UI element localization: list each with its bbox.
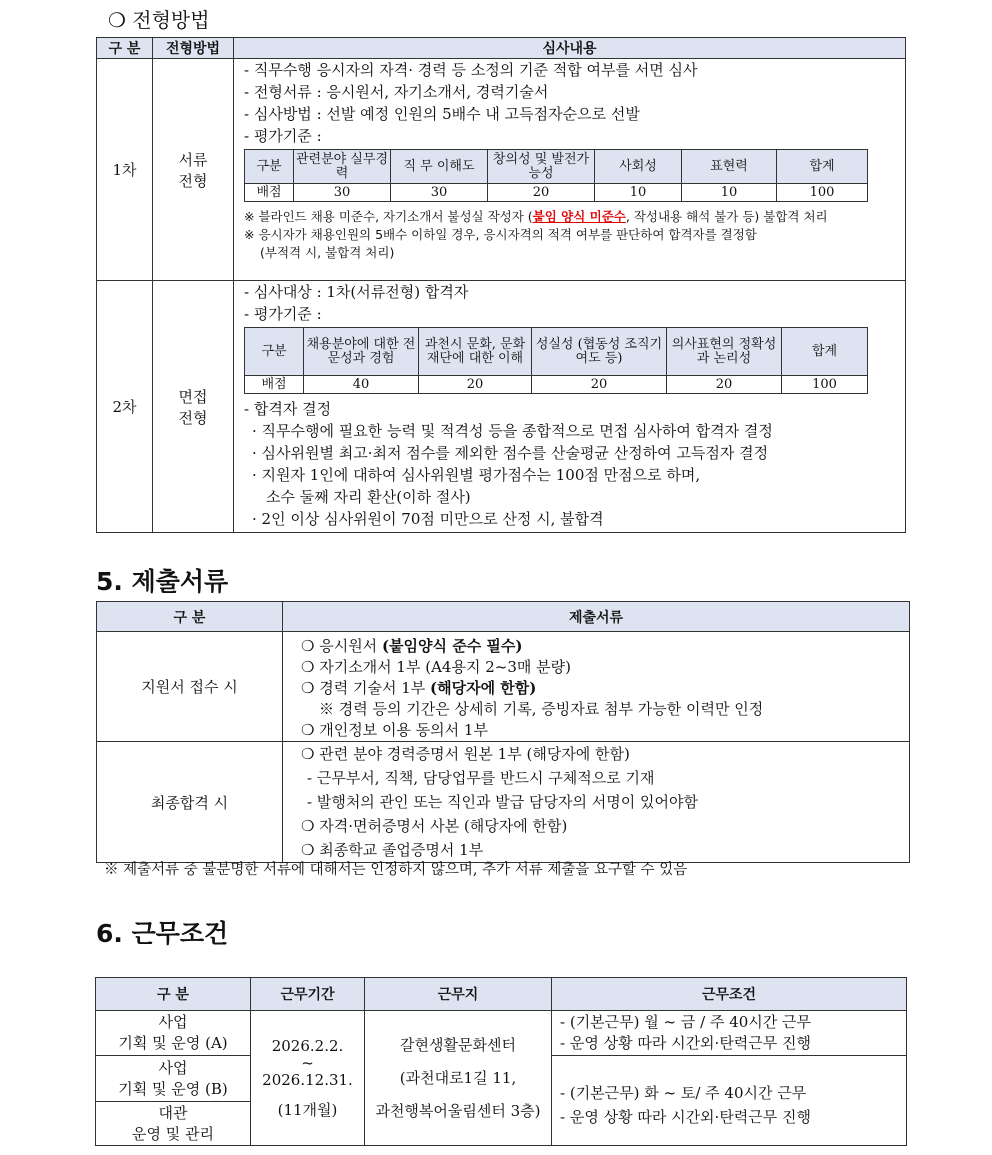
round2-label: 2차 bbox=[97, 281, 153, 533]
work-conditions-bc: - (기본근무) 화 ~ 토/ 주 40시간 근무 - 운영 상황 따라 시간외·탄력근무 진행 bbox=[552, 1056, 907, 1146]
docs-apply-label: 지원서 접수 시 bbox=[97, 632, 283, 742]
work-period: 2026.2.2. ~ 2026.12.31. (11개월) bbox=[251, 1011, 365, 1146]
round2-score-table: 구분 채용분야에 대한 전문성과 경험 과천시 문화, 문화재단에 대한 이해 성실성 (협동성 조직기여도 등) 의사표현의 정확성과 논리성 합계 배점 40 20 20 20 100 bbox=[244, 327, 868, 394]
docs-final-label: 최종합격 시 bbox=[97, 742, 283, 863]
documents-table bbox=[96, 601, 910, 863]
section5-title: 5. 제출서류 bbox=[96, 567, 229, 596]
round2-content: - 심사대상 : 1차(서류전형) 합격자 - 평가기준 : 구분 채용분야에 대한 전문성과 경험 과천시 문화, 문화재단에 대한 이해 성실성 (협동성 조직기여도 등) 의사표현의 정확성과 논리성 합계 배점 40 20 20 20 100 - 합격자 결정 · 직무수행에 필요한 능력 및 적격성 등을 종합적으로 면접 심사하여 합격자 결정 · 심사위원별 최고·최저 점수를 제외한 점수를 산술평균 산정하여 고득점자 결정 · 지원자 1인에 대하여 심사위원별 평가점수는 100점 만점으로 하며, 소수 둘째 자리 환산(이하 절사) · 2인 이상 심사위원이 70점 미만으로 산정 시, 불합격 bbox=[234, 281, 906, 533]
docs-apply-list: ❍ 응시원서 (붙임양식 준수 필수) ❍ 자기소개서 1부 (A4용지 2~3매 분량) ❍ 경력 기술서 1부 (해당자에 한함) ※ 경력 등의 기간은 상세히 기록, 증빙자료 첨부 가능한 이력만 인정 ❍ 개인정보 이용 동의서 1부 bbox=[283, 632, 910, 742]
work-header-period: 근무기간 bbox=[251, 978, 365, 1011]
work-conditions-a: - (기본근무) 월 ~ 금 / 주 40시간 근무 - 운영 상황 따라 시간외·탄력근무 진행 bbox=[552, 1011, 907, 1056]
work-header-category: 구 분 bbox=[96, 978, 251, 1011]
docs-note: ※ 제출서류 중 불분명한 서류에 대해서는 인정하지 않으며, 추가 서류 제출을 요구할 수 있음 bbox=[104, 862, 688, 878]
docs-header-category: 구 분 bbox=[97, 602, 283, 632]
round1-label: 1차 bbox=[97, 59, 153, 281]
round1-note-quota: ※ 응시자가 채용인원의 5배수 이하일 경우, 응시자격의 적격 여부를 판단하여 합격자를 결정함 bbox=[244, 227, 757, 242]
col-header-method: 전형방법 bbox=[153, 38, 234, 59]
round1-content: - 직무수행 응시자의 자격· 경력 등 소정의 기준 적합 여부를 서면 심사 - 전형서류 : 응시원서, 자기소개서, 경력기술서 - 심사방법 : 선발 예정 인원의 5배수 내 고득점자순으로 선발 - 평가기준 : 구분 관련분야 실무경력 직 무 이해도 창의성 및 발전가능성 사회성 표현력 합계 배점 30 30 20 10 10 100 ※ 블라인드 채용 미준수, 자기소개서 불성실 작성자 (붙임 양식 미준수, 작성내용 해석 불가 등) 불합격 처리 ※ 응시자가 채용인원의 5배수 이하일 경우, 응시자격의 적격 여부를 판단하여 합격자를 결정함 (부적격 시, 불합격 처리) bbox=[234, 59, 906, 281]
method-table bbox=[96, 37, 906, 533]
docs-header-documents: 제출서류 bbox=[283, 602, 910, 632]
section-method-title: ❍ 전형방법 bbox=[108, 8, 210, 32]
work-table bbox=[95, 977, 907, 1146]
col-header-content: 심사내용 bbox=[234, 38, 906, 59]
work-row-b-category: 사업 기획 및 운영 (B) bbox=[96, 1056, 251, 1102]
work-row-a-category: 사업 기획 및 운영 (A) bbox=[96, 1011, 251, 1056]
work-place: 갈현생활문화센터 (과천대로1길 11, 과천행복어울림센터 3층) bbox=[365, 1011, 552, 1146]
round1-note-blind: ※ 블라인드 채용 미준수, 자기소개서 불성실 작성자 (붙임 양식 미준수, 작성내용 해석 불가 등) 불합격 처리 bbox=[244, 209, 828, 224]
col-header-category: 구 분 bbox=[97, 38, 153, 59]
work-header-conditions: 근무조건 bbox=[552, 978, 907, 1011]
round1-method: 서류 전형 bbox=[153, 59, 234, 281]
round1-score-table: 구분 관련분야 실무경력 직 무 이해도 창의성 및 발전가능성 사회성 표현력 합계 배점 30 30 20 10 10 100 bbox=[244, 149, 868, 202]
docs-final-list: ❍ 관련 분야 경력증명서 원본 1부 (해당자에 한함) - 근무부서, 직책, 담당업무를 반드시 구체적으로 기재 - 발행처의 관인 또는 직인과 발급 담당자의 서명이 있어야함 ❍ 자격·면허증명서 사본 (해당자에 한함) ❍ 최종학교 졸업증명서 1부 bbox=[283, 742, 910, 863]
work-header-place: 근무지 bbox=[365, 978, 552, 1011]
section6-title: 6. 근무조건 bbox=[96, 919, 229, 948]
work-row-c-category: 대관 운영 및 관리 bbox=[96, 1102, 251, 1146]
round2-method: 면접 전형 bbox=[153, 281, 234, 533]
